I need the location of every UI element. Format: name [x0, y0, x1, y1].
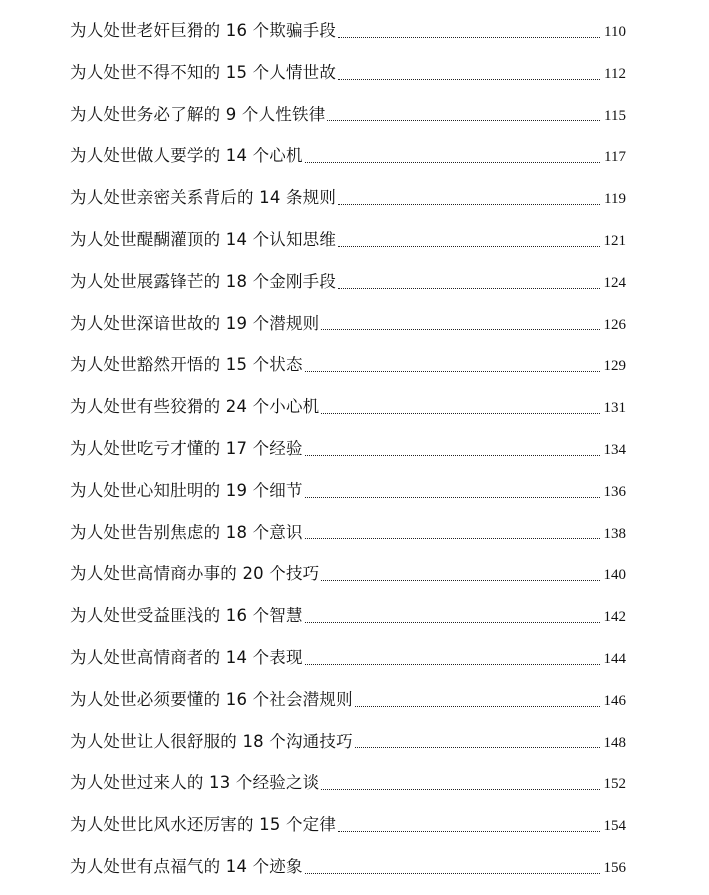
- toc-entry[interactable]: [70, 261, 626, 303]
- dot-leader: [338, 72, 600, 82]
- toc-entry-title: 为人处世深谙世故的 19 个潜规则: [70, 313, 320, 333]
- toc-entry-page: 142: [603, 609, 626, 626]
- toc-entry-title: 为人处世让人很舒服的 18 个沟通技巧: [70, 731, 353, 751]
- toc-entry[interactable]: [70, 344, 626, 386]
- toc-entry[interactable]: [70, 428, 626, 470]
- dot-leader: [321, 573, 600, 583]
- toc-entry-title: 为人处世高情商办事的 20 个技巧: [70, 564, 320, 584]
- toc-entry-page: 115: [604, 107, 626, 124]
- toc-entry-title: 为人处世过来人的 13 个经验之谈: [70, 773, 320, 793]
- dot-leader: [305, 155, 600, 165]
- toc-entry-page: 148: [603, 734, 626, 751]
- dot-leader: [321, 782, 600, 792]
- table-of-contents: [70, 10, 626, 888]
- toc-entry-title: 为人处世比风水还厉害的 15 个定律: [70, 815, 337, 835]
- toc-entry[interactable]: [70, 135, 626, 177]
- dot-leader: [305, 448, 600, 458]
- toc-entry[interactable]: [70, 512, 626, 554]
- dot-leader: [305, 615, 600, 625]
- toc-entry[interactable]: [70, 94, 626, 136]
- toc-entry[interactable]: [70, 637, 626, 679]
- toc-entry-title: 为人处世告别焦虑的 18 个意识: [70, 522, 303, 542]
- toc-entry[interactable]: [70, 846, 626, 888]
- toc-entry-page: 117: [604, 149, 626, 166]
- toc-entry[interactable]: [70, 52, 626, 94]
- toc-entry-page: 136: [603, 483, 626, 500]
- toc-entry-title: 为人处世心知肚明的 19 个细节: [70, 480, 303, 500]
- dot-leader: [355, 699, 600, 709]
- dot-leader: [305, 364, 600, 374]
- toc-entry[interactable]: [70, 553, 626, 595]
- toc-entry-page: 152: [603, 776, 626, 793]
- toc-entry-page: 144: [603, 650, 626, 667]
- toc-entry-page: 110: [604, 24, 626, 40]
- dot-leader: [338, 281, 600, 291]
- toc-entry-title: 为人处世吃亏才懂的 17 个经验: [70, 438, 303, 458]
- toc-entry-page: 131: [603, 400, 626, 417]
- toc-entry[interactable]: [70, 10, 626, 52]
- toc-entry-page: 126: [603, 316, 626, 333]
- toc-entry-title: 为人处世展露锋芒的 18 个金刚手段: [70, 271, 337, 291]
- toc-entry-page: 154: [603, 818, 626, 835]
- toc-entry-page: 138: [603, 525, 626, 542]
- toc-entry-page: 129: [603, 358, 626, 375]
- dot-leader: [327, 113, 600, 123]
- toc-entry[interactable]: [70, 470, 626, 512]
- dot-leader: [338, 30, 600, 40]
- dot-leader: [321, 322, 600, 332]
- toc-entry[interactable]: [70, 762, 626, 804]
- dot-leader: [355, 740, 600, 750]
- toc-entry-title: 为人处世有点福气的 14 个迹象: [70, 856, 303, 876]
- toc-entry-page: 156: [603, 859, 626, 876]
- toc-entry-page: 119: [604, 191, 626, 208]
- toc-entry[interactable]: [70, 595, 626, 637]
- toc-entry-title: 为人处世亲密关系背后的 14 条规则: [70, 188, 337, 208]
- toc-entry-page: 140: [603, 567, 626, 584]
- dot-leader: [305, 531, 600, 541]
- toc-entry-page: 146: [603, 692, 626, 709]
- toc-entry-title: 为人处世有些狡猾的 24 个小心机: [70, 397, 320, 417]
- dot-leader: [321, 406, 600, 416]
- toc-entry-page: 124: [603, 274, 626, 291]
- toc-entry[interactable]: [70, 303, 626, 345]
- toc-entry[interactable]: [70, 177, 626, 219]
- toc-entry-title: 为人处世必须要懂的 16 个社会潜规则: [70, 689, 353, 709]
- toc-entry-title: 为人处世豁然开悟的 15 个状态: [70, 355, 303, 375]
- toc-entry-title: 为人处世不得不知的 15 个人情世故: [70, 62, 337, 82]
- dot-leader: [305, 490, 600, 500]
- toc-entry-title: 为人处世受益匪浅的 16 个智慧: [70, 606, 303, 626]
- toc-entry-title: 为人处世做人要学的 14 个心机: [70, 146, 303, 166]
- toc-entry[interactable]: [70, 721, 626, 763]
- toc-entry-page: 134: [603, 441, 626, 458]
- dot-leader: [305, 866, 600, 876]
- toc-entry[interactable]: [70, 386, 626, 428]
- dot-leader: [305, 657, 600, 667]
- toc-entry[interactable]: [70, 679, 626, 721]
- toc-entry-title: 为人处世务必了解的 9 个人性铁律: [70, 104, 326, 124]
- dot-leader: [338, 197, 600, 207]
- toc-entry-title: 为人处世高情商者的 14 个表现: [70, 647, 303, 667]
- toc-entry-page: 112: [604, 65, 626, 82]
- toc-entry-page: 121: [603, 232, 626, 249]
- toc-entry-title: 为人处世老奸巨猾的 16 个欺骗手段: [70, 21, 337, 40]
- dot-leader: [338, 824, 600, 834]
- toc-entry-title: 为人处世醍醐灌顶的 14 个认知思维: [70, 229, 337, 249]
- dot-leader: [338, 239, 600, 249]
- toc-entry[interactable]: [70, 219, 626, 261]
- toc-entry[interactable]: [70, 804, 626, 846]
